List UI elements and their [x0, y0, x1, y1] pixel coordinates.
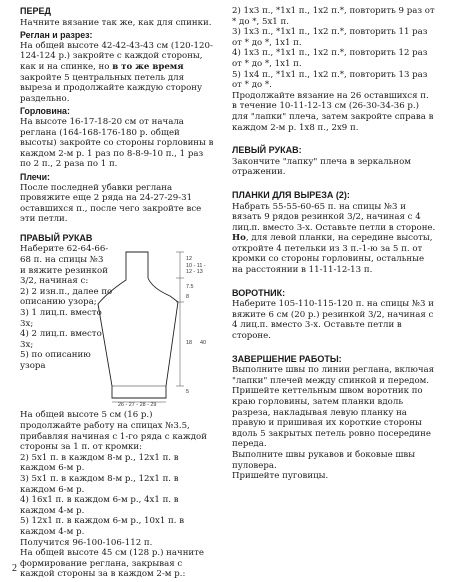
sleeve-line: 3) 1 лиц.п. вместо — [20, 308, 102, 319]
front-title: ПЕРЕД — [20, 6, 51, 16]
placket-paragraph-2 — [232, 233, 436, 275]
page-number: 2 — [12, 563, 17, 574]
sleeve-line: 2) 2 изн.п., далее по — [20, 286, 113, 297]
sleeve-line: 4) 2 лиц.п. вместо — [20, 329, 102, 340]
dim-label-side: 5 — [186, 389, 189, 396]
left-sleeve-paragraph: Закончите "лапку" плеча в зеркальном отражении. — [232, 156, 411, 178]
decrease-line: 2) 1х3 п., *1х1 п., 1х2 п.*, повторить 9 раз от * до *, 5х1 п. — [232, 6, 435, 27]
left-column — [20, 6, 216, 580]
left-sleeve-title: ЛЕВЫЙ РУКАВ: — [232, 145, 302, 156]
finish-line: Пришейте кеттельным швом воротник по краю горловины, затем планки вдоль разреза, накладывая левую планку на правую и пришивая их короткие стороны вдоль 5 закрытых петель ровно посередине переда. — [232, 386, 431, 450]
raglan-paragraph — [20, 41, 216, 105]
finish-title: ЗАВЕРШЕНИЕ РАБОТЫ: — [232, 353, 342, 364]
dim-label-bottom: 26 - 27 - 28 - 29 — [118, 402, 157, 407]
sleeve-line: 3/2, начиная с: — [20, 276, 89, 287]
sleeve-line: описанию узора; — [20, 297, 97, 308]
sleeve-line: и вяжите резинкой — [20, 265, 108, 276]
placket-text: , для левой планки, на середине высоты, откройте 4 петельки из 3 п.-1-ю за 5 п. от кромки со стороны горловины, остальные на расстоянии в 11-11-12-13 п. — [232, 233, 433, 276]
raglan-subtitle: Реглан и разрез: — [20, 30, 93, 41]
dim-label: 10 - 11 - — [186, 263, 206, 270]
sleeve-outline — [98, 252, 178, 398]
sleeve-line: 3х; — [20, 339, 34, 350]
raglan-text-1: На общей высоте 42-42-43-43 см (120-120-124-124 р.) закройте с каждой стороны, как и на спинке, но — [20, 40, 213, 72]
decrease-line: 4) 1х3 п., *1х1 п., 1х2 п.*, повторить 12 раз от * до *, 1х1 п. — [232, 48, 428, 69]
collar-paragraph: Наберите 105-110-115-120 п. на спицы №3 и вяжите 6 см (20 р.) резинкой 3/2, начиная с 4 лиц.п. вместо 3-х. Оставьте петли в стороне. — [232, 299, 434, 342]
dim-label: 18 — [186, 340, 192, 347]
right-column — [232, 6, 436, 482]
dim-label: 12 — [186, 256, 192, 263]
finish-line: Выполните швы по линии реглана, включая "лапки" плечей между спинкой и передом. — [232, 365, 435, 386]
increase-line: 2) 5х1 п. в каждом 8-м р., 12х1 п. в каждом 6-м р. — [20, 452, 179, 474]
raglan-bold: в то же время — [112, 61, 184, 72]
sleeve-instructions — [20, 244, 113, 371]
increase-line: 5) 12х1 п. в каждом 6-м р., 10х1 п. в каждом 4-м р. — [20, 516, 185, 537]
neck-subtitle: Горловина: — [20, 106, 70, 117]
result-line: Получится 96-100-106-112 п. — [20, 537, 153, 548]
sleeve-line: Наберите 62-64-66- — [20, 244, 109, 255]
sleeve-line: 68 п. на спицы №3 — [20, 255, 104, 266]
sleeve-title: ПРАВЫЙ РУКАВ — [20, 232, 93, 243]
increase-line: 4) 16х1 п. в каждом 6-м р., 4х1 п. в каждом 4-м р. — [20, 495, 179, 516]
sleeve-line: 5) по описанию — [20, 350, 91, 361]
sleeve-diagram — [90, 248, 218, 406]
increase-line: 3) 5х1 п. в каждом 8-м р., 12х1 п. в каждом 6-м р. — [20, 474, 179, 495]
decrease-line: 3) 1х3 п., *1х1 п., 1х2 п.*, повторить 11 раз от * до *, 1х1 п. — [232, 27, 428, 48]
neck-paragraph: На высоте 16-17-18-20 см от начала реглана (164-168-176-180 р. общей высоты) закройте со стороны горловины в каждом 2-м р. 1 раз по 8-8-9-10 п., 1 раз по 2 п., 2 раза по 1 п. — [20, 116, 214, 170]
sleeve-section — [20, 244, 216, 410]
dim-label: 12 - 13 — [186, 269, 203, 276]
dim-label: 7.5 — [186, 284, 194, 291]
placket-title: ПЛАНКИ ДЛЯ ВЫРЕЗА (2): — [232, 189, 350, 200]
shoulders-paragraph: После последней убавки реглана провяжите еще 2 ряда на 24-27-29-31 оставшихся п., после чего закройте все эти петли. — [20, 182, 202, 225]
raglan-start-paragraph: На общей высоте 45 см (128 р.) начните формирование реглана, закрывая с каждой стороны за в каждом 2-м р.: — [20, 548, 204, 580]
dim-label: 8 — [186, 294, 189, 301]
dim-label: 40 — [200, 340, 206, 347]
sleeve-line: узора — [20, 361, 46, 371]
raglan-text-2: закройте 5 центральных петель для выреза и продолжайте каждую сторону раздельно. — [20, 72, 203, 104]
placket-bold: Но — [232, 233, 246, 244]
placket-paragraph-1: Набрать 55-55-60-65 п. на спицы №3 и вязать 9 рядов резинкой 3/2, начиная с 4 лиц.п. вместо 3-х. Оставьте петли в стороне. — [232, 201, 436, 233]
finish-line: Выполните швы рукавов и боковые швы пуловера. — [232, 449, 416, 471]
after-rib-paragraph: На общей высоте 5 см (16 р.) продолжайте работу на спицах №3.5, прибавляя начиная с 1-го ряда с каждой стороны за 1 п. от кромки: — [20, 410, 207, 453]
front-paragraph: Начните вязание так же, как для спинки. — [20, 17, 212, 28]
continue-paragraph: Продолжайте вязание на 26 оставшихся п. в течение 10-11-12-13 см (26-30-34-36 р.) для "лапки" плеча, затем закройте справа в каждом 2-м р. 1х8 п., 2х9 п. — [232, 90, 434, 133]
decrease-line: 5) 1х4 п., *1х1 п., 1х2 п.*, повторить 13 раз от * до *. — [232, 69, 428, 91]
finish-line: Пришейте пуговицы. — [232, 471, 329, 482]
sleeve-line: 3х; — [20, 318, 34, 329]
shoulders-subtitle: Плечи: — [20, 171, 50, 182]
collar-title: ВОРОТНИК: — [232, 287, 286, 298]
